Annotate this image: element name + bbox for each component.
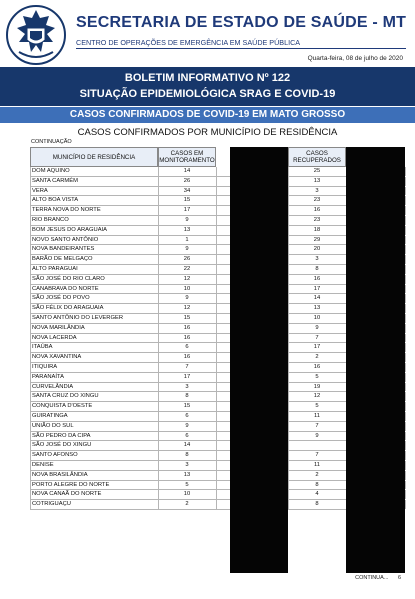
column-divider (158, 432, 159, 441)
column-divider (405, 432, 406, 441)
column-divider (158, 353, 159, 362)
column-divider (158, 236, 159, 245)
cell-recuperados: 3 (315, 187, 319, 194)
column-divider (216, 500, 217, 509)
cell-municipio: SÃO JOSÉ DO RIO CLARO (32, 275, 105, 282)
column-divider (405, 353, 406, 362)
column-divider (158, 392, 159, 401)
cell-recuperados: 8 (315, 481, 319, 488)
column-divider (288, 216, 289, 225)
column-divider (405, 216, 406, 225)
column-divider (158, 294, 159, 303)
column-divider (288, 236, 289, 245)
column-divider (288, 441, 289, 450)
column-divider (216, 196, 217, 205)
cell-monitoramento: 26 (183, 256, 191, 263)
cell-municipio: CONQUISTA D'OESTE (32, 403, 93, 410)
cell-recuperados: 5 (315, 373, 319, 380)
column-divider (158, 216, 159, 225)
column-divider (405, 304, 406, 313)
report-date: Quarta-feira, 08 de julho de 2020 (307, 55, 403, 62)
column-divider (288, 275, 289, 284)
column-divider (288, 314, 289, 323)
column-divider (405, 206, 406, 215)
cell-monitoramento: 9 (185, 246, 189, 253)
cell-monitoramento: 15 (183, 403, 191, 410)
cell-recuperados: 16 (313, 275, 321, 282)
column-divider (405, 226, 406, 235)
column-divider (30, 412, 31, 421)
cell-monitoramento: 17 (183, 207, 191, 214)
column-divider (30, 324, 31, 333)
cell-monitoramento: 10 (183, 491, 191, 498)
column-divider (30, 236, 31, 245)
column-divider (158, 196, 159, 205)
column-divider (216, 422, 217, 431)
column-divider (405, 285, 406, 294)
column-divider (158, 285, 159, 294)
column-divider (216, 353, 217, 362)
page-header (0, 0, 415, 76)
page-title: SECRETARIA DE ESTADO DE SAÚDE - MT (76, 14, 407, 31)
column-divider (216, 481, 217, 490)
cell-monitoramento: 12 (183, 275, 191, 282)
cell-monitoramento: 22 (183, 265, 191, 272)
cell-municipio: NOVA LACERDA (32, 334, 77, 341)
cell-municipio: GUIRATINGA (32, 412, 68, 419)
cell-recuperados: 8 (315, 501, 319, 508)
cell-recuperados: 5 (315, 403, 319, 410)
column-divider (30, 422, 31, 431)
column-divider (30, 304, 31, 313)
column-divider (288, 187, 289, 196)
column-divider (288, 490, 289, 499)
cell-municipio: SÃO FÉLIX DO ARAGUAIA (32, 305, 104, 312)
cell-recuperados: 14 (313, 295, 321, 302)
column-divider (405, 314, 406, 323)
column-divider (158, 343, 159, 352)
column-divider (158, 187, 159, 196)
column-divider (288, 294, 289, 303)
column-divider (216, 187, 217, 196)
column-divider (288, 451, 289, 460)
column-divider (288, 383, 289, 392)
column-divider (216, 392, 217, 401)
column-divider (216, 294, 217, 303)
cell-municipio: NOVA BANDEIRANTES (32, 246, 95, 253)
cell-municipio: SANTO AFONSO (32, 452, 78, 459)
redacted-column-2 (346, 147, 405, 573)
column-divider (158, 373, 159, 382)
cell-municipio: ALTO BOA VISTA (32, 197, 79, 204)
cell-monitoramento: 12 (183, 305, 191, 312)
column-divider (158, 422, 159, 431)
page-number: 6 (397, 575, 401, 581)
cell-municipio: NOVA MARILÂNDIA (32, 324, 85, 331)
column-divider (30, 275, 31, 284)
column-divider (288, 265, 289, 274)
cell-monitoramento: 15 (183, 197, 191, 204)
cell-monitoramento: 16 (183, 324, 191, 331)
column-divider (158, 500, 159, 509)
column-divider (158, 255, 159, 264)
column-divider (30, 285, 31, 294)
continuation-label: CONTINUAÇÃO (31, 139, 72, 145)
column-divider (405, 490, 406, 499)
column-divider (30, 226, 31, 235)
cell-recuperados: 7 (315, 422, 319, 429)
cell-monitoramento: 9 (185, 422, 189, 429)
cell-monitoramento: 8 (185, 393, 189, 400)
cell-municipio: RIO BRANCO (32, 216, 69, 223)
cell-monitoramento: 17 (183, 373, 191, 380)
column-divider (30, 402, 31, 411)
cell-recuperados: 11 (313, 412, 321, 419)
page-footer (347, 575, 401, 581)
column-divider (216, 383, 217, 392)
column-divider (405, 265, 406, 274)
column-divider (216, 343, 217, 352)
column-divider (216, 461, 217, 470)
column-divider (216, 314, 217, 323)
cell-recuperados: 19 (313, 383, 321, 390)
table-title: CASOS CONFIRMADOS POR MUNICÍPIO DE RESIDÊNCIA (77, 127, 338, 138)
cell-municipio: DENISE (32, 461, 54, 468)
cell-municipio: SANTO ANTÔNIO DO LEVERGER (32, 314, 124, 321)
column-divider (405, 441, 406, 450)
column-divider (30, 216, 31, 225)
column-divider (30, 432, 31, 441)
column-divider (405, 236, 406, 245)
column-divider (30, 490, 31, 499)
column-divider (405, 412, 406, 421)
column-divider (405, 167, 406, 176)
bulletin-subject: SITUAÇÃO EPIDEMIOLÓGICA SRAG E COVID-19 (79, 88, 336, 100)
cell-municipio: NOVO SANTO ANTÔNIO (32, 236, 99, 243)
header-monitoramento: CASOS EM MONITORAMENTO (158, 147, 216, 167)
cell-recuperados: 13 (313, 305, 321, 312)
cell-recuperados: 23 (313, 197, 321, 204)
cell-monitoramento: 15 (183, 314, 191, 321)
column-divider (30, 343, 31, 352)
cell-municipio: SÃO PEDRO DA CIPA (32, 432, 91, 439)
column-divider (288, 334, 289, 343)
column-divider (288, 422, 289, 431)
column-divider (30, 334, 31, 343)
bulletin-banner (0, 67, 415, 106)
section-banner: CASOS CONFIRMADOS DE COVID-19 EM MATO GROSSO (0, 107, 415, 123)
cell-monitoramento: 3 (185, 383, 189, 390)
column-divider (216, 412, 217, 421)
column-divider (288, 226, 289, 235)
page-subtitle: CENTRO DE OPERAÇÕES DE EMERGÊNCIA EM SAÚDE PÚBLICA (76, 38, 301, 47)
column-divider (158, 461, 159, 470)
cell-monitoramento: 16 (183, 354, 191, 361)
column-divider (288, 206, 289, 215)
column-divider (405, 392, 406, 401)
column-divider (158, 314, 159, 323)
column-divider (30, 245, 31, 254)
column-divider (405, 324, 406, 333)
column-divider (30, 500, 31, 509)
column-divider (216, 334, 217, 343)
column-divider (216, 167, 217, 176)
column-divider (405, 402, 406, 411)
cell-municipio: PORTO ALEGRE DO NORTE (32, 481, 110, 488)
column-divider (405, 383, 406, 392)
cell-municipio: UNIÃO DO SUL (32, 422, 74, 429)
cell-municipio: NOVA XAVANTINA (32, 354, 82, 361)
cell-municipio: COTRIGUAÇU (32, 501, 71, 508)
column-divider (288, 481, 289, 490)
cell-monitoramento: 7 (185, 363, 189, 370)
column-divider (288, 177, 289, 186)
cell-municipio: CURVELÂNDIA (32, 383, 74, 390)
cell-monitoramento: 16 (183, 334, 191, 341)
column-divider (158, 471, 159, 480)
column-divider (158, 441, 159, 450)
column-divider (405, 471, 406, 480)
column-divider (158, 245, 159, 254)
column-divider (288, 392, 289, 401)
column-divider (288, 373, 289, 382)
column-divider (30, 392, 31, 401)
column-divider (288, 196, 289, 205)
cell-recuperados: 7 (315, 452, 319, 459)
cell-municipio: VERA (32, 187, 48, 194)
column-divider (405, 334, 406, 343)
cell-recuperados: 12 (313, 393, 321, 400)
cell-recuperados: 10 (313, 314, 321, 321)
column-divider (30, 363, 31, 372)
column-divider (30, 206, 31, 215)
column-divider (158, 402, 159, 411)
cell-municipio: PARANAÍTA (32, 373, 64, 380)
cell-recuperados: 3 (315, 256, 319, 263)
cell-recuperados: 8 (315, 265, 319, 272)
column-divider (405, 187, 406, 196)
column-divider (288, 363, 289, 372)
column-divider (405, 196, 406, 205)
column-divider (288, 343, 289, 352)
cell-recuperados: 11 (313, 461, 321, 468)
column-divider (216, 255, 217, 264)
cell-municipio: ITIQUIRA (32, 363, 58, 370)
column-divider (405, 373, 406, 382)
column-divider (30, 314, 31, 323)
column-divider (216, 236, 217, 245)
column-divider (405, 451, 406, 460)
cell-monitoramento: 6 (185, 344, 189, 351)
cell-recuperados: 4 (315, 491, 319, 498)
cell-municipio: BARÃO DE MELGAÇO (32, 256, 93, 263)
header-municipio: MUNICÍPIO DE RESIDÊNCIA (30, 147, 158, 167)
cell-monitoramento: 26 (183, 177, 191, 184)
column-divider (216, 451, 217, 460)
column-divider (216, 363, 217, 372)
column-divider (158, 206, 159, 215)
cell-municipio: SÃO JOSÉ DO POVO (32, 295, 90, 302)
column-divider (30, 255, 31, 264)
cell-monitoramento: 6 (185, 432, 189, 439)
cell-recuperados: 20 (313, 246, 321, 253)
column-divider (288, 245, 289, 254)
column-divider (405, 500, 406, 509)
cell-monitoramento: 2 (185, 501, 189, 508)
column-divider (405, 177, 406, 186)
column-divider (216, 265, 217, 274)
column-divider (158, 304, 159, 313)
column-divider (30, 481, 31, 490)
cell-recuperados: 29 (313, 236, 321, 243)
column-divider (216, 441, 217, 450)
cell-recuperados: 2 (315, 471, 319, 478)
column-divider (288, 167, 289, 176)
column-divider (405, 343, 406, 352)
column-divider (405, 461, 406, 470)
column-divider (216, 432, 217, 441)
column-divider (216, 490, 217, 499)
column-divider (288, 255, 289, 264)
column-divider (158, 226, 159, 235)
column-divider (30, 373, 31, 382)
column-divider (405, 255, 406, 264)
column-divider (288, 432, 289, 441)
cell-municipio: NOVA BRASILÂNDIA (32, 471, 88, 478)
cell-recuperados: 2 (315, 354, 319, 361)
cell-monitoramento: 9 (185, 295, 189, 302)
column-divider (288, 471, 289, 480)
header-recuperados: CASOS RECUPERADOS (288, 147, 346, 167)
cell-monitoramento: 34 (183, 187, 191, 194)
cell-recuperados: 9 (315, 324, 319, 331)
cell-monitoramento: 5 (185, 481, 189, 488)
column-divider (216, 324, 217, 333)
column-divider (30, 265, 31, 274)
column-divider (216, 471, 217, 480)
cell-municipio: TERRA NOVA DO NORTE (32, 207, 101, 214)
column-divider (288, 500, 289, 509)
column-divider (30, 353, 31, 362)
cell-municipio: ALTO PARAGUAI (32, 265, 78, 272)
column-divider (158, 383, 159, 392)
column-divider (158, 334, 159, 343)
cell-recuperados: 25 (313, 168, 321, 174)
column-divider (158, 451, 159, 460)
column-divider (30, 187, 31, 196)
cell-recuperados: 9 (315, 432, 319, 439)
column-divider (288, 285, 289, 294)
column-divider (216, 304, 217, 313)
column-divider (216, 402, 217, 411)
cell-recuperados: 16 (313, 207, 321, 214)
column-divider (288, 324, 289, 333)
column-divider (216, 245, 217, 254)
cell-monitoramento: 8 (185, 452, 189, 459)
column-divider (405, 481, 406, 490)
column-divider (158, 481, 159, 490)
column-divider (405, 275, 406, 284)
column-divider (158, 275, 159, 284)
cell-recuperados: 23 (313, 216, 321, 223)
column-divider (158, 412, 159, 421)
column-divider (158, 167, 159, 176)
cell-recuperados: 16 (313, 363, 321, 370)
cell-monitoramento: 13 (183, 471, 191, 478)
cell-municipio: CANABRAVA DO NORTE (32, 285, 99, 292)
cell-monitoramento: 6 (185, 412, 189, 419)
column-divider (405, 294, 406, 303)
cell-municipio: BOM JESUS DO ARAGUAIA (32, 226, 108, 233)
column-divider (30, 383, 31, 392)
continue-label: CONTINUA... (355, 575, 389, 581)
column-divider (30, 451, 31, 460)
cell-monitoramento: 10 (183, 285, 191, 292)
column-divider (216, 285, 217, 294)
column-divider (216, 206, 217, 215)
column-divider (158, 265, 159, 274)
column-divider (30, 167, 31, 176)
cell-monitoramento: 1 (185, 236, 189, 243)
cell-municipio: ITAÚBA (32, 344, 53, 351)
cell-monitoramento: 3 (185, 461, 189, 468)
column-divider (216, 177, 217, 186)
column-divider (405, 245, 406, 254)
cell-monitoramento: 14 (183, 168, 191, 174)
column-divider (158, 490, 159, 499)
column-divider (30, 441, 31, 450)
cell-recuperados: 18 (313, 226, 321, 233)
cell-municipio: NOVA CANAÃ DO NORTE (32, 491, 102, 498)
cell-municipio: SANTA CARMÉM (32, 177, 78, 184)
column-divider (30, 196, 31, 205)
column-divider (158, 177, 159, 186)
cell-monitoramento: 9 (185, 216, 189, 223)
column-divider (30, 461, 31, 470)
column-divider (288, 461, 289, 470)
cell-recuperados: 17 (313, 285, 321, 292)
column-divider (405, 363, 406, 372)
cell-municipio: SANTA CRUZ DO XINGU (32, 393, 99, 400)
column-divider (405, 422, 406, 431)
column-divider (216, 373, 217, 382)
column-divider (30, 177, 31, 186)
cell-recuperados: 7 (315, 334, 319, 341)
column-divider (158, 363, 159, 372)
column-divider (216, 275, 217, 284)
column-divider (158, 324, 159, 333)
header-divider (76, 48, 406, 49)
bulletin-number: BOLETIM INFORMATIVO Nº 122 (124, 72, 291, 84)
column-divider (30, 294, 31, 303)
column-divider (288, 353, 289, 362)
cell-municipio: DOM AQUINO (32, 168, 70, 174)
redacted-column-1 (230, 147, 288, 573)
cell-municipio: SÃO JOSÉ DO XINGU (32, 442, 92, 449)
column-divider (288, 412, 289, 421)
cell-recuperados: 13 (313, 177, 321, 184)
cell-recuperados: 17 (313, 344, 321, 351)
state-coat-of-arms-icon (5, 4, 67, 66)
column-divider (288, 402, 289, 411)
column-divider (30, 471, 31, 480)
column-divider (288, 304, 289, 313)
cell-monitoramento: 14 (183, 442, 191, 449)
column-divider (216, 226, 217, 235)
column-divider (216, 216, 217, 225)
cell-monitoramento: 13 (183, 226, 191, 233)
